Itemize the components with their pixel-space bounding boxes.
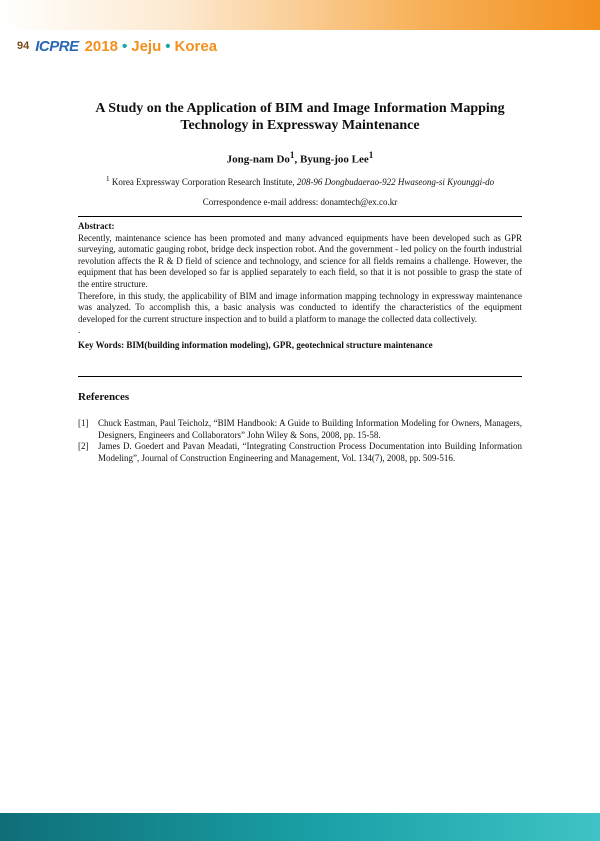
author-2: Byung-joo Lee	[300, 153, 369, 166]
affil-address: 208-96 Dongbudaerao-922 Hwaseong-si Kyounggi-do	[296, 177, 495, 187]
references-heading: References	[78, 391, 130, 403]
correspondence: Correspondence e-mail address: donamtech@ex.co.kr	[202, 197, 398, 207]
logo-mark: ICPRE	[35, 37, 79, 55]
author-1-affil: 1	[289, 150, 295, 160]
title-line-2: Technology in Expressway Maintenance	[180, 118, 420, 133]
references-list	[78, 418, 522, 464]
header-band	[0, 0, 600, 30]
abstract-heading: Abstract:	[78, 221, 115, 231]
conference-logo	[17, 36, 217, 56]
logo-year: 2018	[84, 37, 118, 55]
logo-country: Korea	[174, 37, 218, 55]
reference-item	[78, 418, 522, 441]
affiliation	[40, 174, 560, 187]
reference-text: James D. Goedert and Pavan Meadati, “Integrating Construction Process Documentation into Building Information Modeling”, Journal of Construction Engineering and Management, Vol. 134(7), 2008, pp. 509-516.	[98, 441, 522, 463]
author-1: Jong-nam Do	[226, 153, 290, 166]
divider-bottom	[78, 376, 522, 377]
abstract-para-1: Recently, maintenance science has been promoted and many advanced equipments have been developed such as GPR surveying, automatic gauging robot, bridge deck inspection robot. And the government - led policy on the fourth industrial revolution affects the R & D field of science and technology, and science for all fields remains a challenge. However, the equipment that has been developed so far is applied separately to each field, so that it is not possible to grasp the state of the entire structure.	[78, 232, 522, 289]
affil-org: Korea Expressway Corporation Research Institute,	[111, 177, 295, 187]
affil-marker: 1	[105, 174, 110, 183]
reference-number: [1]	[78, 418, 89, 428]
reference-item	[78, 441, 522, 464]
divider-top	[78, 216, 522, 217]
abstract	[78, 221, 522, 352]
authors: Jong-nam Do$^1$, Byung-joo Lee$^1$	[226, 150, 374, 166]
dot-icon: •	[121, 37, 128, 55]
abstract-para-2: Therefore, in this study, the applicability of BIM and image information mapping technology in expressway maintenance was analyzed. To accomplish this, a basic analysis was conducted to identify the characteristics of the equipment developed for the current structure inspection and to build a platform to manage the collected data collectively.	[78, 290, 522, 324]
paper-title	[60, 100, 540, 134]
footer-band	[0, 813, 600, 841]
dot-icon: •	[165, 37, 171, 55]
reference-text: Chuck Eastman, Paul Teicholz, “BIM Handbook: A Guide to Building Information Modeling for Owners, Managers, Designers, Engineers and Collaborators” John Wiley & Sons, 2008, pp. 15-58.	[98, 418, 522, 440]
abstract-stray: .	[78, 325, 81, 336]
keywords: Key Words: BIM(building information modeling), GPR, geotechnical structure maintenance	[78, 339, 433, 350]
logo-number: 94	[17, 40, 30, 52]
reference-number: [2]	[78, 441, 89, 452]
logo-text	[85, 38, 217, 55]
title-line-1: A Study on the Application of BIM and Image Information Mapping	[95, 101, 505, 116]
logo-city: Jeju	[131, 37, 162, 55]
author-2-affil: 1	[368, 150, 374, 160]
